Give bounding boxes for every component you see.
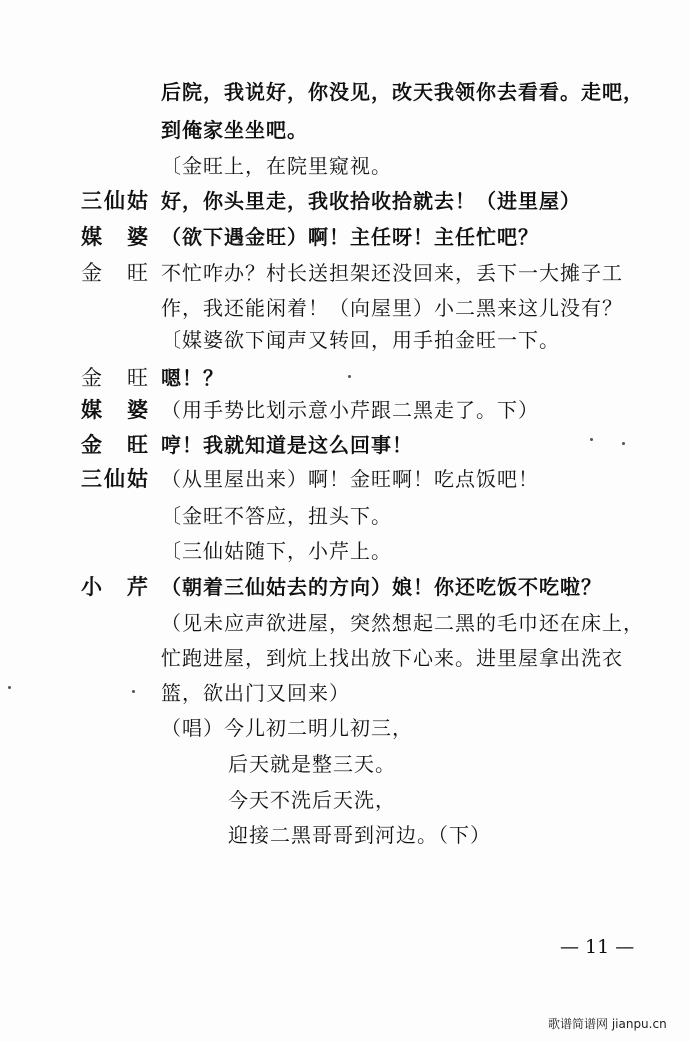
dialogue-line: 后院，我说好，你没见，改天我领你去看看。走吧， [161, 80, 644, 104]
dialogue-line: 作，我还能闲着！（向屋里）小二黑来这儿没有？ [161, 296, 623, 320]
song-line: 后天就是整三天。 [228, 752, 396, 776]
stage-direction: 〔三仙姑随下，小芹上。 [161, 539, 392, 563]
stage-direction: 〔媒婆欲下闻声又转回，用手拍金旺一下。 [161, 328, 560, 352]
stage-direction: 忙跑进屋，到炕上找出放下心来。进里屋拿出洗衣 [161, 646, 623, 670]
watermark: 歌谱简谱网 jianpu.cn [548, 1017, 667, 1031]
dialogue-line: （欲下遇金旺）啊！主任呀！主任忙吧？ [161, 225, 539, 249]
dialogue-line: （用手势比划示意小芹跟二黑走了。下） [161, 398, 539, 422]
speaker-name: 媒 婆 [81, 225, 150, 249]
speaker-name: 三仙姑 [81, 189, 150, 213]
scan-speck [590, 438, 593, 441]
scan-speck [348, 375, 351, 378]
dialogue-line: （从里屋出来）啊！金旺啊！吃点饭吧！ [161, 467, 539, 491]
stage-direction: 〔金旺上，在院里窥视。 [161, 154, 392, 178]
stage-direction: 〔金旺不答应，扭头下。 [161, 504, 392, 528]
scan-speck [132, 690, 135, 693]
dialogue-line: （朝着三仙姑去的方向）娘！你还吃饭不吃啦？ [161, 575, 602, 599]
dialogue-line: 哼！我就知道是这么回事！ [161, 433, 413, 457]
speaker-name: 三仙姑 [81, 467, 150, 491]
dialogue-line: 到俺家坐坐吧。 [161, 118, 308, 142]
song-line: （唱）今儿初二明儿初三， [161, 716, 413, 740]
speaker-name: 小 芹 [81, 575, 150, 599]
song-line: 今天不洗后天洗， [228, 788, 396, 812]
speaker-name: 媒 婆 [81, 398, 150, 422]
dialogue-line: 不忙咋办？村长送担架还没回来，丢下一大摊子工 [161, 261, 623, 285]
song-line: 迎接二黑哥哥到河边。（下） [228, 823, 491, 847]
scan-speck [622, 442, 625, 445]
stage-direction: （见未应声欲进屋，突然想起二黑的毛巾还在床上， [161, 611, 644, 635]
stage-direction: 篮，欲出门又回来） [161, 681, 350, 705]
speaker-name: 金 旺 [81, 433, 150, 457]
speaker-name: 金 旺 [81, 261, 150, 285]
speaker-name: 金 旺 [81, 366, 150, 390]
dialogue-line: 好，你头里走，我收拾收拾就去！（进里屋） [161, 189, 581, 213]
page-number: — 11 — [560, 936, 635, 958]
scan-speck [8, 686, 11, 689]
dialogue-line: 嗯！？ [161, 366, 224, 390]
